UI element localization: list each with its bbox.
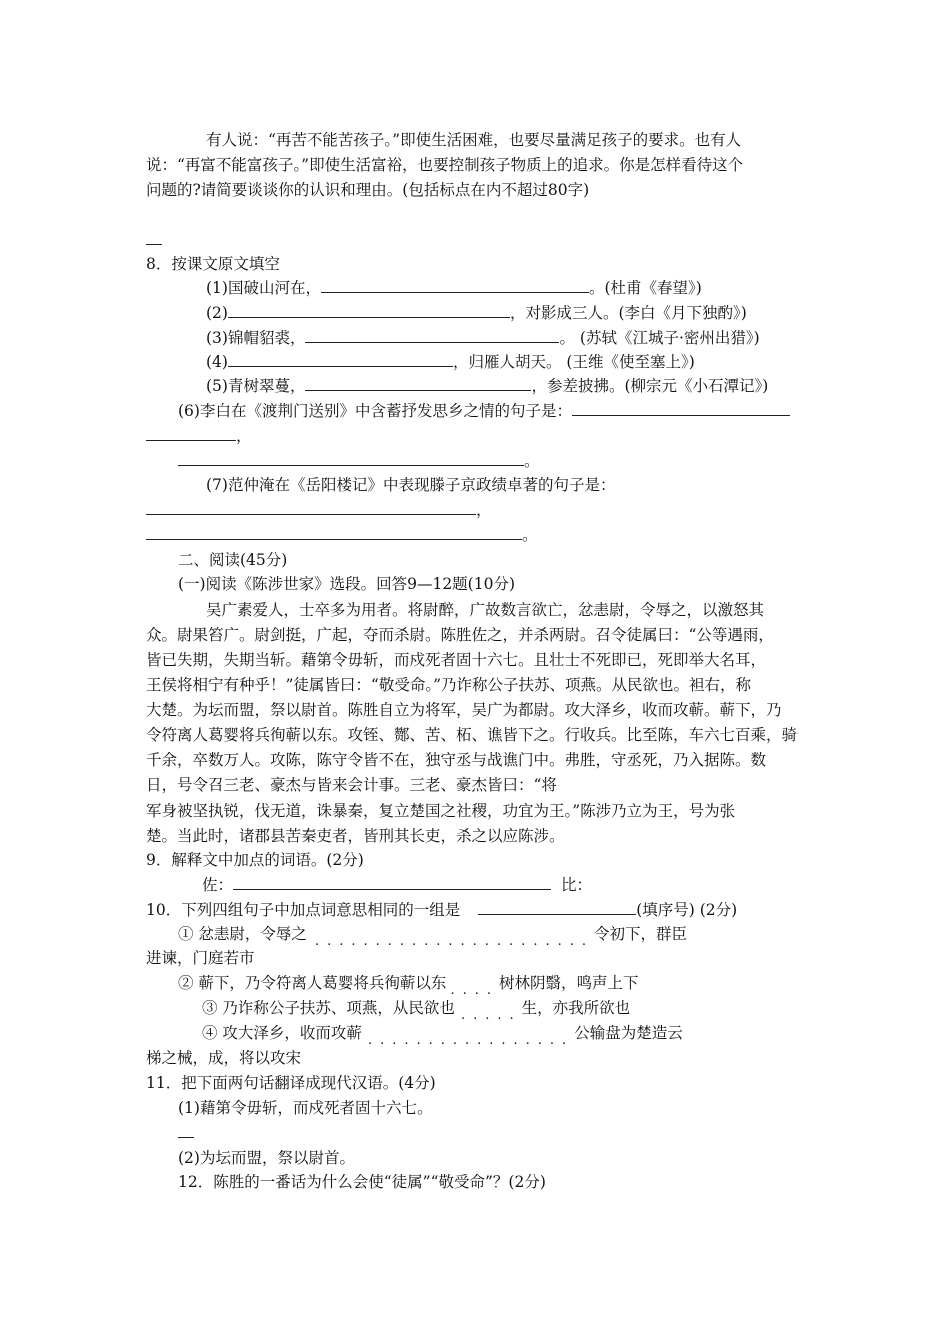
q10-option-2-b: 树林阴翳，鸣声上下 <box>498 974 639 992</box>
q8-item-1-suffix: 。(杜甫《春望》) <box>588 279 702 297</box>
q11-title: 11．把下面两句话翻译成现代汉语。(4分) <box>146 1074 436 1092</box>
q8-item-3 <box>206 326 760 350</box>
q8-item-2-prefix: (2) <box>206 304 228 322</box>
q7-line-1: 有人说：“再苦不能苦孩子。”即使生活困难，也要尽量满足孩子的要求。也有人 <box>206 131 742 149</box>
q8-item-1-blank[interactable] <box>321 276 589 293</box>
q10-option-4-cont: 梯之械，成，将以攻宋 <box>146 1049 302 1067</box>
q10-option-4-b: 公输盘为楚造云 <box>574 1024 683 1042</box>
passage-line: 军身被坚执锐，伐无道，诛暴秦，复立楚国之社稷，功宜为王。”陈涉乃立为王，号为张 <box>146 802 736 820</box>
q10-title-text: 10．下列四组句子中加点词意思相同的一组是 <box>146 901 461 919</box>
q10-option-3 <box>202 996 630 1022</box>
q8-item-5 <box>206 374 768 398</box>
q8-item-4 <box>206 350 695 374</box>
q8-item-2-suffix: ，对影成三人。(李白《月下独酌》) <box>509 304 747 322</box>
q10-option-1-cont: 进谏，门庭若市 <box>146 949 255 967</box>
q8-item-7: (7)范仲淹在《岳阳楼记》中表现滕子京政绩卓著的句子是： <box>206 476 616 494</box>
q8-item-6-line-3 <box>178 449 540 473</box>
passage-line: 日，号令召三老、豪杰与皆来会计事。三老、豪杰皆曰：“将 <box>146 776 557 794</box>
passage-line: 王侯将相宁有种乎！”徒属皆曰：“敬受命。”乃诈称公子扶苏、项燕。从民欲也。袒右，称 <box>146 676 752 694</box>
q8-item-6-blank-c[interactable] <box>178 449 524 466</box>
section-2-title: 二、阅读(45分) <box>178 551 288 569</box>
passage-line: 千余，卒数万人。攻陈，陈守令皆不在，独守丞与战谯门中。弗胜，守丞死，乃入据陈。数 <box>146 751 767 769</box>
q10-option-1-b: 令初下，群臣 <box>593 925 687 943</box>
dot-marks: ....................... <box>314 934 594 949</box>
passage-line: 众。尉果笞广。尉剑挺，广起，夺而杀尉。陈胜佐之，并杀两尉。召令徒属曰：“公等遇雨， <box>146 626 774 644</box>
q10-title <box>146 898 737 922</box>
q8-item-2-blank[interactable] <box>228 301 510 318</box>
q10-option-2-a: ② 蕲下，乃令符离人葛婴将兵徇蕲以东 <box>178 974 447 992</box>
q8-item-4-suffix: ，归雁人胡天。 (王维《使至塞上》) <box>452 353 695 371</box>
q8-item-6-comma: ， <box>236 427 252 445</box>
section-2-sub-1: (一)阅读《陈涉世家》选段。回答9—12题(10分) <box>178 575 515 593</box>
q8-item-4-prefix: (4) <box>206 353 228 371</box>
q8-item-5-suffix: ，参差披拂。(柳宗元《小石潭记》) <box>531 377 769 395</box>
q8-item-6 <box>178 399 790 423</box>
q8-item-6-period: 。 <box>524 452 540 470</box>
q10-option-1-a: ① 忿恚尉，令辱之 <box>178 925 307 943</box>
q10-option-2 <box>178 971 638 997</box>
q8-item-7-line-3 <box>146 523 538 547</box>
passage-line: 吴广素爱人，士卒多为用者。将尉醉，广故数言欲亡，忿恚尉，令辱之，以激怒其 <box>206 601 765 619</box>
q9-bi-label: 比： <box>561 876 593 894</box>
q7-line-3: 问题的?请简要谈谈你的认识和理由。(包括标点在内不超过80字) <box>146 181 590 199</box>
dot-marks: ................. <box>367 1033 575 1048</box>
q11-sentence-2: (2)为坛而盟，祭以尉首。 <box>178 1149 355 1167</box>
q8-item-3-prefix: (3)锦帽貂裘， <box>206 329 306 347</box>
passage-line: 令符离人葛婴将兵徇蕲以东。攻铚、酂、苦、柘、谯皆下之。行收兵。比至陈，车六七百乘，骑 <box>146 726 798 744</box>
dot-marks: ..... <box>460 1008 522 1023</box>
q8-item-5-blank[interactable] <box>305 374 531 391</box>
q12-title: 12．陈胜的一番话为什么会使“徒属”“敬受命”？(2分) <box>178 1173 546 1191</box>
dot-marks: .... <box>450 983 499 998</box>
q8-item-6-blank-b[interactable] <box>146 424 236 441</box>
q10-option-4 <box>202 1021 683 1047</box>
q10-title-suffix: (填序号) (2分) <box>636 901 738 919</box>
q8-item-6-blank-a[interactable] <box>572 399 790 416</box>
q9-title: 9．解释文中加点的词语。(2分) <box>146 851 364 869</box>
q11-answer-blank[interactable] <box>178 1121 194 1145</box>
q8-title: 8．按课文原文填空 <box>146 255 280 273</box>
q8-item-4-blank[interactable] <box>228 350 453 367</box>
q8-item-7-comma: ， <box>476 501 492 519</box>
passage-line: 皆已失期，失期当斩。藉第令毋斩，而戍死者固十六七。且壮士不死即已，死即举大名耳， <box>146 651 767 669</box>
q9-zuo-label: 佐： <box>202 876 234 894</box>
q8-item-3-blank[interactable] <box>305 326 559 343</box>
q8-item-3-suffix: 。 (苏轼《江城子·密州出猎》) <box>559 329 760 347</box>
q10-option-4-a: ④ 攻大泽乡，收而攻蕲 <box>202 1024 362 1042</box>
q9-zuo-blank[interactable] <box>233 873 551 890</box>
q8-item-7-line-2 <box>146 498 492 522</box>
q7-line-2: 说：“再富不能富孩子。”即使生活富裕，也要控制孩子物质上的追求。你是怎样看待这个 <box>146 156 744 174</box>
q9-answers <box>202 873 592 897</box>
q10-answer-blank[interactable] <box>478 898 636 915</box>
q8-item-7-blank-b[interactable] <box>146 523 522 540</box>
q10-option-3-a: ③ 乃诈称公子扶苏、项燕，从民欲也 <box>202 999 455 1017</box>
q10-option-3-b: 生，亦我所欲也 <box>521 999 631 1017</box>
q8-item-7-blank-a[interactable] <box>146 498 476 515</box>
q7-answer-blank[interactable] <box>146 228 162 252</box>
q8-item-5-prefix: (5)青树翠蔓， <box>206 377 306 395</box>
q8-item-1-prefix: (1)国破山河在， <box>206 279 321 297</box>
q8-item-7-period: 。 <box>522 526 538 544</box>
q8-item-1 <box>206 276 702 300</box>
q10-option-1 <box>178 922 687 948</box>
q8-item-6-prompt: (6)李白在《渡荆门送别》中含蓄抒发思乡之情的句子是： <box>178 402 572 420</box>
q8-item-6-line-2 <box>146 424 252 448</box>
passage-line: 大楚。为坛而盟，祭以尉首。陈胜自立为将军，吴广为都尉。攻大泽乡，收而攻蕲。蕲下，乃 <box>146 701 782 719</box>
q11-sentence-1: (1)藉第令毋斩，而戍死者固十六七。 <box>178 1099 433 1117</box>
passage-line: 楚。当此时，诸郡县苦秦吏者，皆刑其长吏，杀之以应陈涉。 <box>146 827 565 845</box>
q8-item-2 <box>206 301 747 325</box>
